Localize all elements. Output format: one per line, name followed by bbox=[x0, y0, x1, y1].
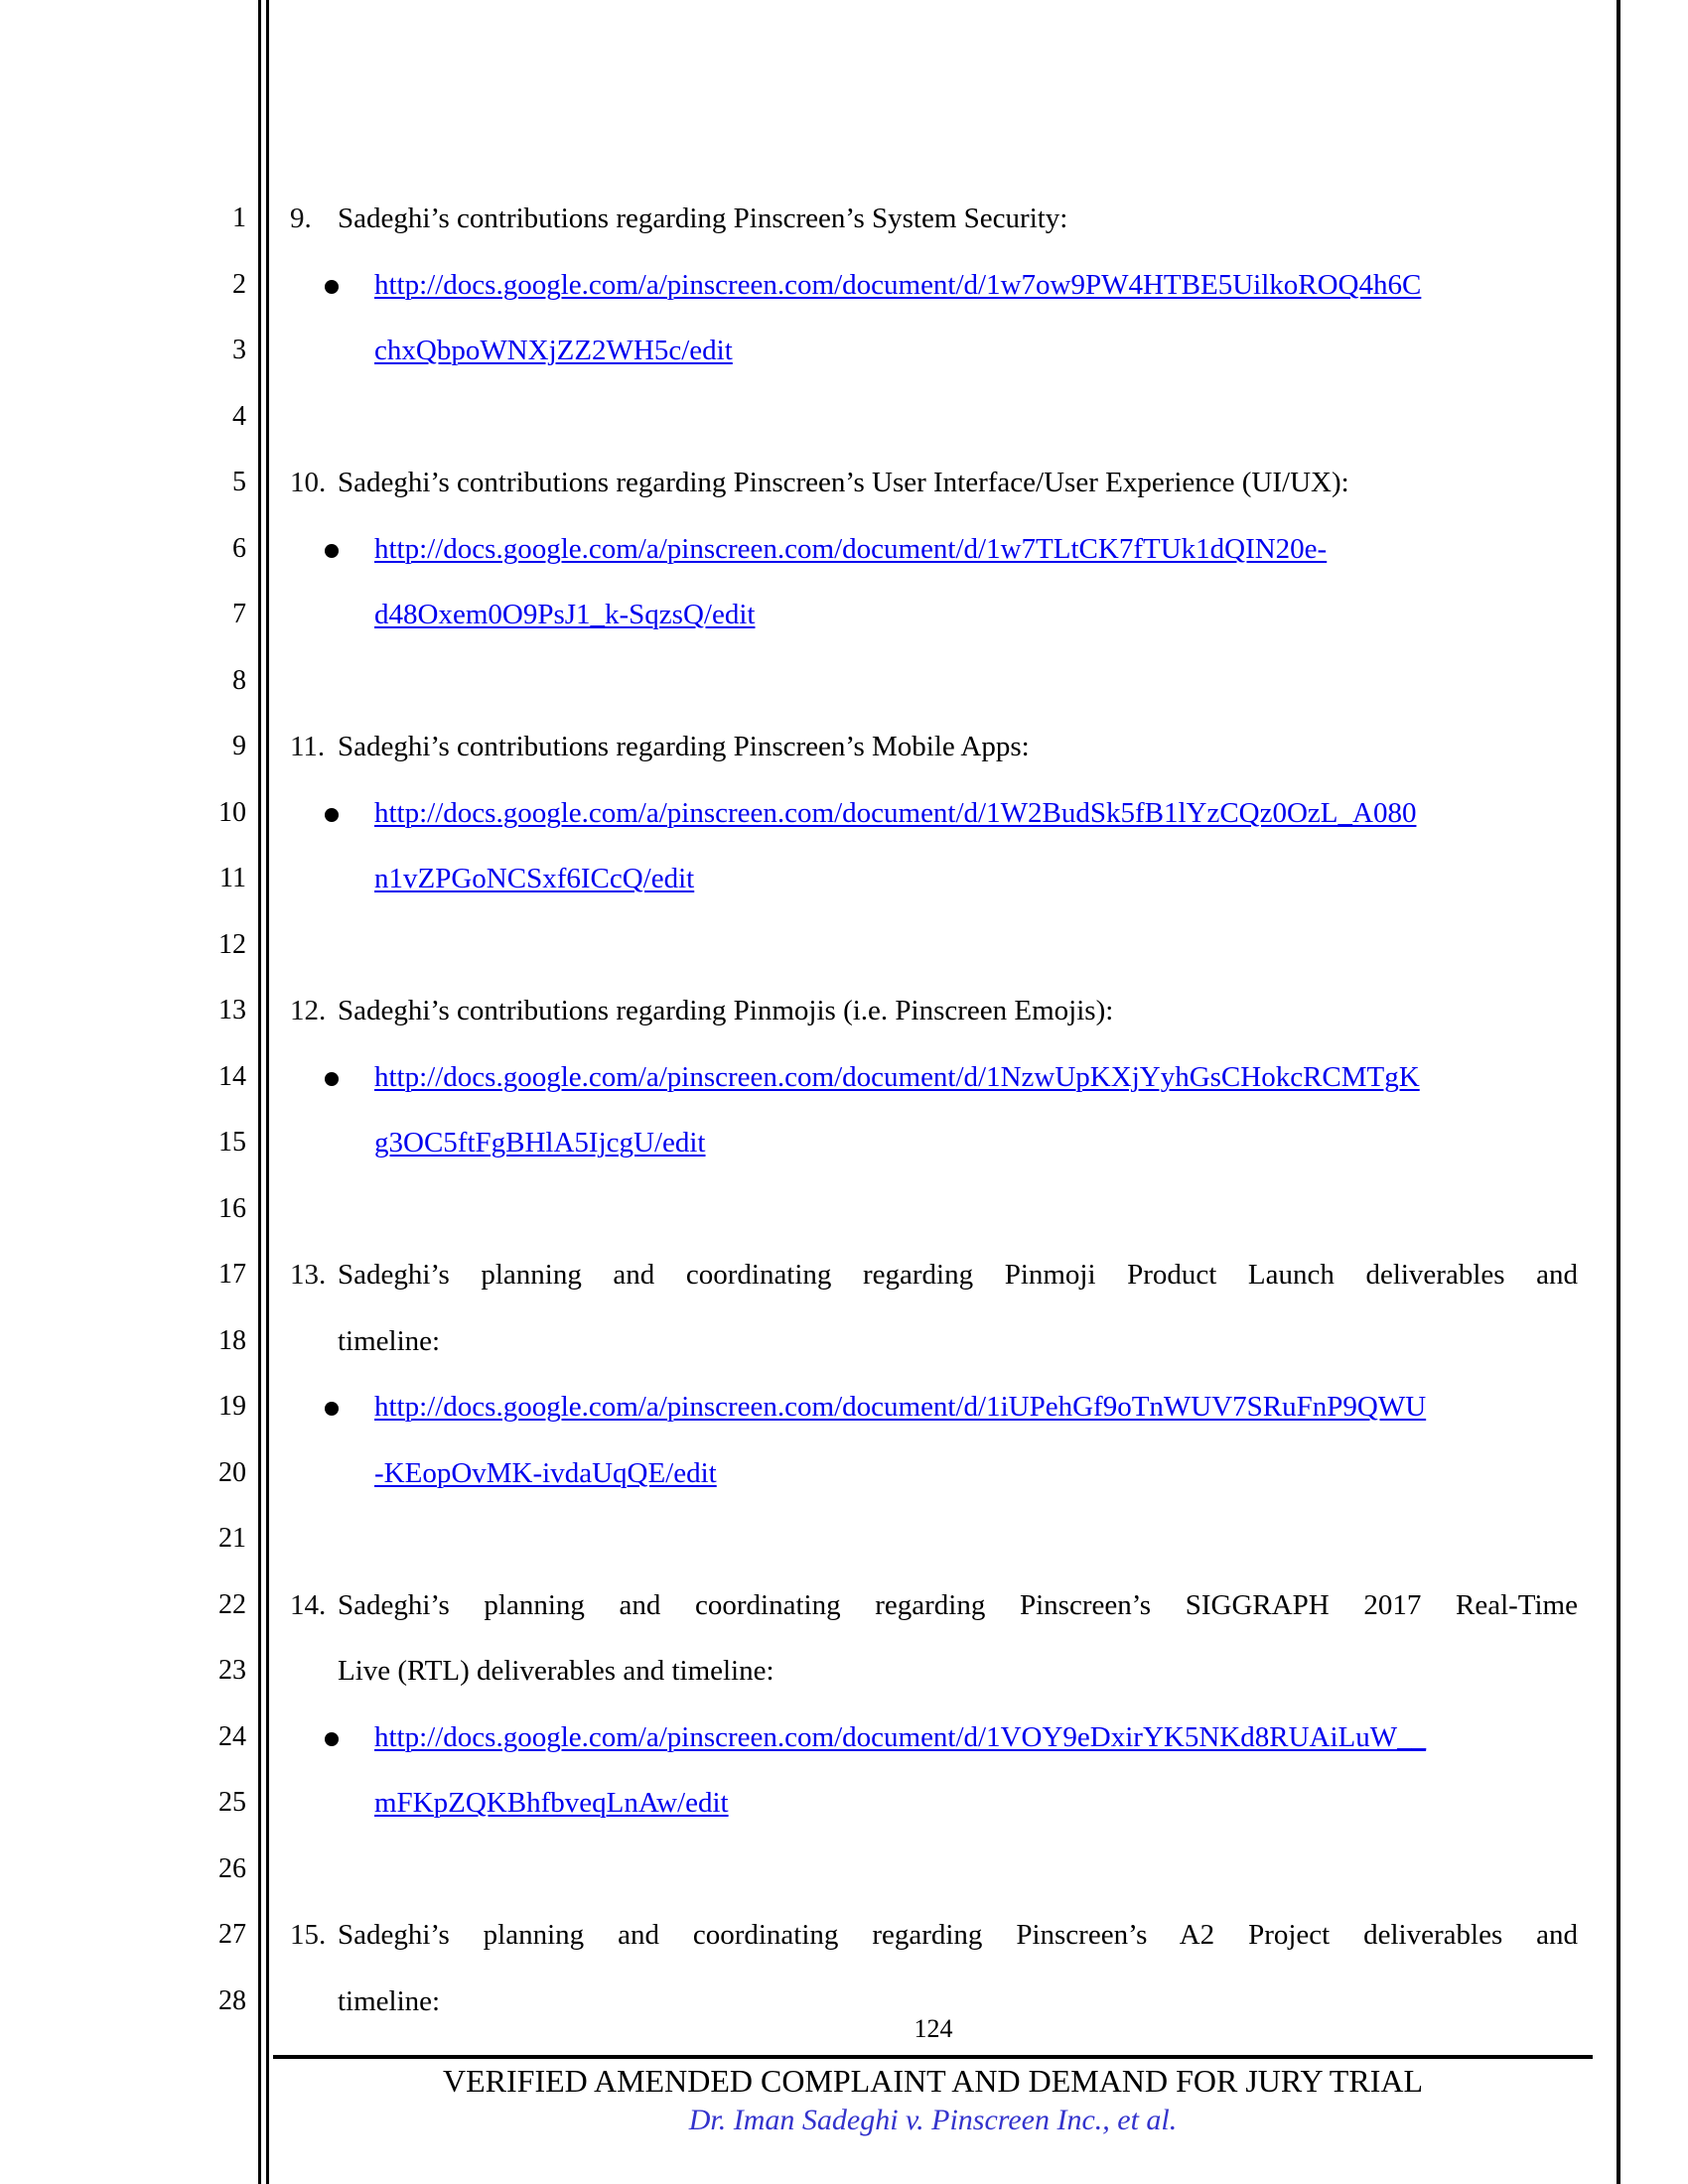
line-number: 4 bbox=[232, 401, 246, 432]
item-heading: Sadeghi’s contributions regarding Pinscreen’s User Interface/User Experience (UI/UX): bbox=[338, 467, 1349, 498]
item-number: 13. bbox=[290, 1259, 327, 1291]
line-number: 13 bbox=[218, 995, 246, 1025]
line-number: 23 bbox=[218, 1655, 246, 1686]
document-title: VERIFIED AMENDED COMPLAINT AND DEMAND FOR JURY TRIAL bbox=[442, 2063, 1423, 2099]
document-link[interactable]: http://docs.google.com/a/pinscreen.com/document/d/1W2BudSk5fB1lYzCQz0OzL_A080 bbox=[374, 797, 1417, 829]
document-link-continued[interactable]: -KEopOvMK-ivdaUqQE/edit bbox=[374, 1457, 717, 1489]
item-heading-continued: timeline: bbox=[338, 1985, 441, 2017]
item-heading: Sadeghi’s planning and coordinating regarding Pinmoji Product Launch deliverables and bbox=[338, 1259, 1578, 1291]
right-margin-rule bbox=[1617, 0, 1620, 2184]
bullet-icon bbox=[325, 808, 339, 822]
case-caption: Dr. Iman Sadeghi v. Pinscreen Inc., et al. bbox=[688, 2104, 1178, 2136]
line-number: 12 bbox=[218, 929, 246, 960]
bullet-icon bbox=[325, 1732, 339, 1746]
line-number: 10 bbox=[218, 797, 246, 828]
item-heading: Sadeghi’s planning and coordinating regarding Pinscreen’s SIGGRAPH 2017 Real-Time bbox=[338, 1589, 1578, 1621]
page-number: 124 bbox=[914, 2014, 953, 2043]
document-link[interactable]: http://docs.google.com/a/pinscreen.com/document/d/1iUPehGf9oTnWUV7SRuFnP9QWU bbox=[374, 1391, 1427, 1423]
item-heading: Sadeghi’s planning and coordinating regarding Pinscreen’s A2 Project deliverables and bbox=[338, 1919, 1578, 1951]
bullet-icon bbox=[325, 544, 339, 558]
document-link[interactable]: http://docs.google.com/a/pinscreen.com/document/d/1VOY9eDxirYK5NKd8RUAiLuW__ bbox=[374, 1721, 1427, 1753]
item-number: 11. bbox=[290, 731, 326, 762]
line-number: 5 bbox=[232, 467, 246, 497]
line-number: 19 bbox=[218, 1391, 246, 1422]
line-number: 6 bbox=[232, 533, 246, 564]
item-number: 12. bbox=[290, 995, 327, 1026]
document-link[interactable]: http://docs.google.com/a/pinscreen.com/document/d/1w7TLtCK7fTUk1dQIN20e- bbox=[374, 533, 1328, 565]
item-heading-continued: timeline: bbox=[338, 1325, 441, 1357]
document-link-continued[interactable]: g3OC5ftFgBHlA5IjcgU/edit bbox=[374, 1127, 706, 1159]
line-number: 15 bbox=[218, 1127, 246, 1158]
bullet-icon bbox=[325, 1402, 339, 1416]
line-number: 25 bbox=[218, 1787, 246, 1818]
line-number: 11 bbox=[219, 863, 246, 893]
document-link-continued[interactable]: n1vZPGoNCSxf6ICcQ/edit bbox=[374, 863, 695, 894]
line-number: 22 bbox=[218, 1589, 246, 1620]
left-margin-rule-inner bbox=[266, 0, 269, 2184]
line-number: 14 bbox=[218, 1061, 246, 1092]
document-link[interactable]: http://docs.google.com/a/pinscreen.com/document/d/1w7ow9PW4HTBE5UilkoROQ4h6C bbox=[374, 269, 1422, 301]
document-link-continued[interactable]: chxQbpoWNXjZZ2WH5c/edit bbox=[374, 335, 733, 366]
item-heading: Sadeghi’s contributions regarding Pinscreen’s Mobile Apps: bbox=[338, 731, 1030, 762]
left-margin-rule-outer bbox=[258, 0, 261, 2184]
item-heading: Sadeghi’s contributions regarding Pinmojis (i.e. Pinscreen Emojis): bbox=[338, 995, 1114, 1026]
line-number: 17 bbox=[218, 1259, 246, 1290]
line-number: 2 bbox=[232, 269, 246, 300]
line-number: 3 bbox=[232, 335, 246, 365]
line-number: 27 bbox=[218, 1919, 246, 1950]
item-number: 9. bbox=[290, 203, 312, 234]
line-number: 9 bbox=[232, 731, 246, 761]
item-number: 15. bbox=[290, 1919, 327, 1951]
line-number: 26 bbox=[218, 1853, 246, 1884]
line-number: 1 bbox=[232, 203, 246, 233]
line-number: 8 bbox=[232, 665, 246, 696]
document-link-continued[interactable]: d48Oxem0O9PsJ1_k-SqzsQ/edit bbox=[374, 599, 756, 630]
line-number: 21 bbox=[218, 1523, 246, 1554]
line-number: 20 bbox=[218, 1457, 246, 1488]
line-number: 7 bbox=[232, 599, 246, 629]
bullet-icon bbox=[325, 280, 339, 294]
bullet-icon bbox=[325, 1072, 339, 1086]
document-link[interactable]: http://docs.google.com/a/pinscreen.com/document/d/1NzwUpKXjYyhGsCHokcRCMTgK bbox=[374, 1061, 1420, 1093]
item-heading: Sadeghi’s contributions regarding Pinscreen’s System Security: bbox=[338, 203, 1068, 234]
line-number: 18 bbox=[218, 1325, 246, 1356]
line-number: 16 bbox=[218, 1193, 246, 1224]
item-number: 10. bbox=[290, 467, 327, 498]
line-number: 24 bbox=[218, 1721, 246, 1752]
document-link-continued[interactable]: mFKpZQKBhfbveqLnAw/edit bbox=[374, 1787, 729, 1819]
item-heading-continued: Live (RTL) deliverables and timeline: bbox=[338, 1655, 774, 1687]
line-number: 28 bbox=[218, 1985, 246, 2016]
item-number: 14. bbox=[290, 1589, 327, 1621]
footer-divider bbox=[273, 2055, 1593, 2059]
